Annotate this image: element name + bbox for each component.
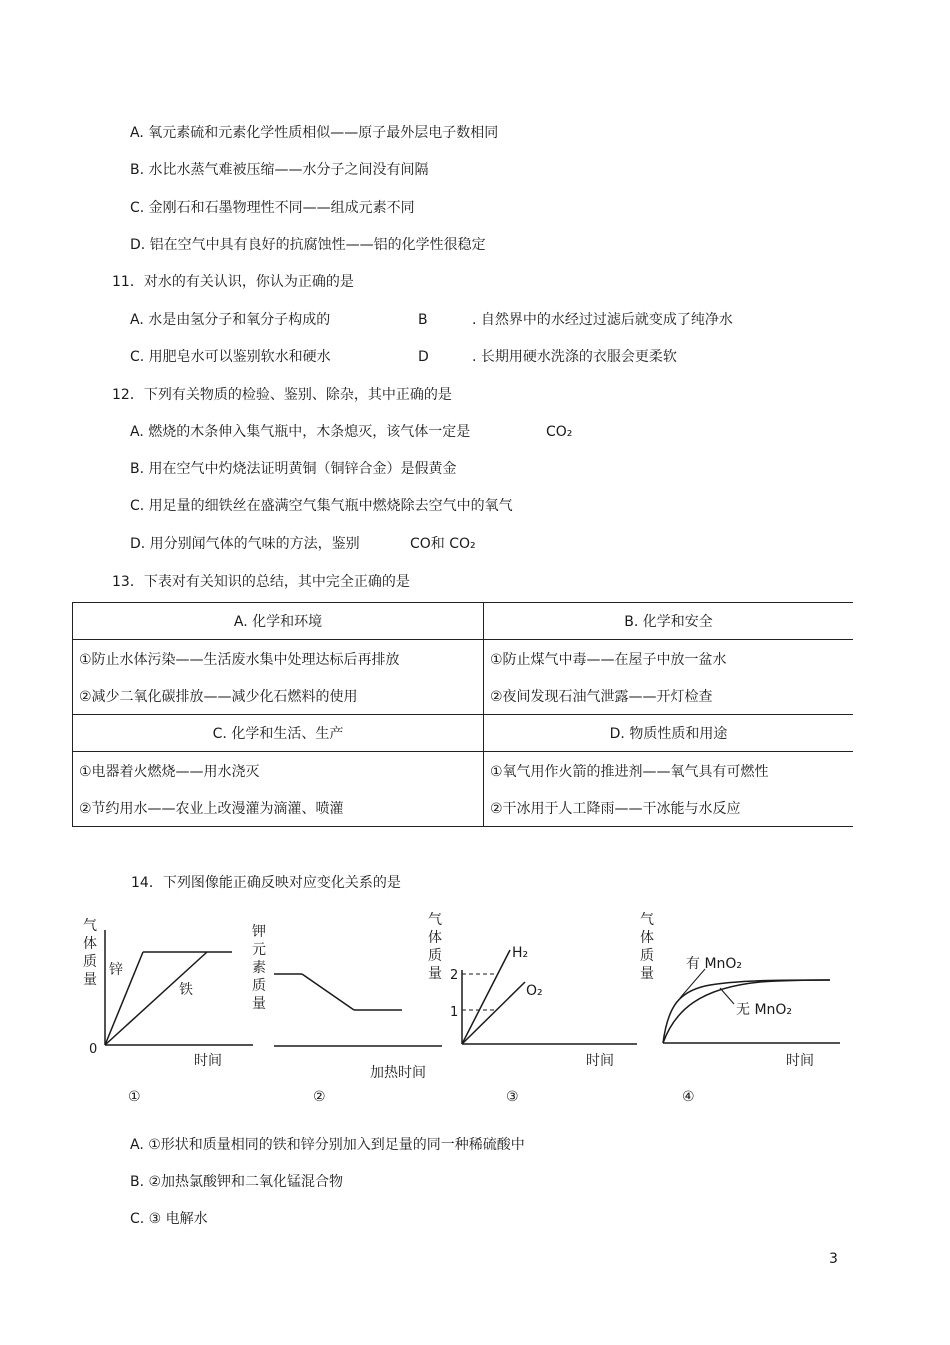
graph3-number: ③	[506, 1089, 519, 1105]
q12-option-d-formula: CO和 CO₂	[410, 536, 476, 552]
graph4-number: ④	[682, 1089, 695, 1105]
graph1-origin: 0	[89, 1042, 98, 1057]
graph3-xlabel: 时间	[586, 1053, 614, 1069]
graph-1	[75, 910, 255, 1110]
graph4-ylabel-1: 气	[640, 912, 654, 928]
graph4-without-pointer	[720, 988, 734, 1004]
table-head-d: D. 物质性质和用途	[484, 715, 854, 752]
q10-option-d: D. 铝在空气中具有良好的抗腐蚀性——铝的化学性很稳定	[130, 237, 486, 253]
q12-stem: 12．下列有关物质的检验、鉴别、除杂，其中正确的是	[112, 387, 452, 403]
graph3-tick-1: 1	[450, 1005, 459, 1020]
q12-option-a: A. 燃烧的木条伸入集气瓶中，木条熄灭，该气体一定是	[130, 424, 471, 440]
graph1-ylabel-3: 质	[83, 954, 97, 970]
graph4-without-label: 无 MnO₂	[736, 1002, 793, 1018]
table-cell-a2: ②减少二氧化碳排放——减少化石燃料的使用	[73, 677, 484, 715]
table-cell-c1: ①电器着火燃烧——用水浇灭	[73, 752, 484, 790]
q11-option-b-letter: B	[418, 312, 428, 328]
graph4-ylabel-2: 体	[640, 930, 654, 946]
knowledge-table	[72, 602, 853, 827]
table-cell-b2: ②夜间发现石油气泄露——开灯检查	[484, 677, 854, 715]
graph2-ylabel-1: 钾	[252, 924, 266, 940]
table-head-c: C. 化学和生活、生产	[73, 715, 484, 752]
table-cell-b1: ①防止煤气中毒——在屋子中放一盆水	[484, 640, 854, 678]
table-head-b: B. 化学和安全	[484, 603, 854, 640]
graph4-with-label: 有 MnO₂	[686, 956, 743, 972]
q10-option-b: B. 水比水蒸气难被压缩——水分子之间没有间隔	[130, 162, 429, 178]
graph2-ylabel-2: 元	[252, 942, 266, 958]
q11-option-d-letter: D	[418, 349, 429, 365]
table-cell-a1: ①防止水体污染——生活废水集中处理达标后再排放	[73, 640, 484, 678]
graph3-ylabel-3: 质	[428, 948, 442, 964]
q10-option-c: C. 金刚石和石墨物理性不同——组成元素不同	[130, 200, 415, 216]
table-cell-c2: ②节约用水——农业上改漫灌为滴灌、喷灌	[73, 789, 484, 827]
q12-option-a-formula: CO₂	[546, 424, 573, 440]
graph1-iron-label: 铁	[179, 982, 193, 998]
graph2-ylabel-4: 质	[252, 978, 266, 994]
page-number: 3	[829, 1251, 838, 1267]
graph1-ylabel-4: 量	[83, 972, 97, 988]
graph1-ylabel-1: 气	[83, 918, 97, 934]
graph4-ylabel-4: 量	[640, 966, 654, 982]
graph4-ylabel-3: 质	[640, 948, 654, 964]
graph2-number: ②	[313, 1089, 326, 1105]
graph4-with-pointer	[680, 969, 705, 998]
q14-option-a: A. ①形状和质量相同的铁和锌分别加入到足量的同一种稀硫酸中	[130, 1137, 525, 1153]
graph3-ylabel-2: 体	[428, 930, 442, 946]
graph4-xlabel: 时间	[786, 1053, 814, 1069]
graph1-number: ①	[128, 1089, 141, 1105]
graph2-ylabel-5: 量	[252, 996, 266, 1012]
table-cell-d1: ①氧气用作火箭的推进剂——氧气具有可燃性	[484, 752, 854, 790]
q14-option-c: C. ③ 电解水	[130, 1211, 208, 1227]
graph3-o2-label: O₂	[526, 983, 543, 999]
q13-stem: 13．下表对有关知识的总结，其中完全正确的是	[112, 574, 410, 590]
graph-3	[420, 910, 642, 1110]
graph3-ylabel-4: 量	[428, 966, 442, 982]
q11-option-a: A. 水是由氢分子和氧分子构成的	[130, 312, 331, 328]
graph-2	[248, 910, 443, 1110]
q14-stem: 14．下列图像能正确反映对应变化关系的是	[131, 875, 401, 891]
graph2-decrease-line	[302, 974, 354, 1010]
graph2-xlabel: 加热时间	[370, 1065, 426, 1081]
graph3-tick-2: 2	[450, 968, 459, 983]
graph3-h2-line	[462, 950, 510, 1044]
q11-stem: 11．对水的有关认识，你认为正确的是	[112, 274, 354, 290]
table-head-a: A. 化学和环境	[73, 603, 484, 640]
q14-option-b: B. ②加热氯酸钾和二氧化锰混合物	[130, 1174, 344, 1190]
q12-option-d: D. 用分别闻气体的气味的方法，鉴别	[130, 536, 360, 552]
table-cell-d2: ②干冰用于人工降雨——干冰能与水反应	[484, 789, 854, 827]
q12-option-c: C. 用足量的细铁丝在盛满空气集气瓶中燃烧除去空气中的氧气	[130, 498, 513, 514]
graph3-o2-line	[462, 982, 525, 1044]
q11-option-c: C. 用肥皂水可以鉴别软水和硬水	[130, 349, 331, 365]
graph1-xlabel: 时间	[194, 1053, 222, 1069]
graph-4	[630, 910, 845, 1110]
graph3-ylabel-1: 气	[428, 912, 442, 928]
graph1-zinc-label: 锌	[109, 962, 123, 978]
graph1-ylabel-2: 体	[83, 936, 97, 952]
q11-option-b: . 自然界中的水经过过滤后就变成了纯净水	[472, 312, 733, 328]
graph2-ylabel-3: 素	[252, 960, 266, 976]
q10-option-a: A. 氧元素硫和元素化学性质相似——原子最外层电子数相同	[130, 125, 499, 141]
q12-option-b: B. 用在空气中灼烧法证明黄铜（铜锌合金）是假黄金	[130, 461, 457, 477]
q11-option-d: . 长期用硬水洗涤的衣服会更柔软	[472, 349, 677, 365]
graph3-h2-label: H₂	[512, 945, 529, 961]
